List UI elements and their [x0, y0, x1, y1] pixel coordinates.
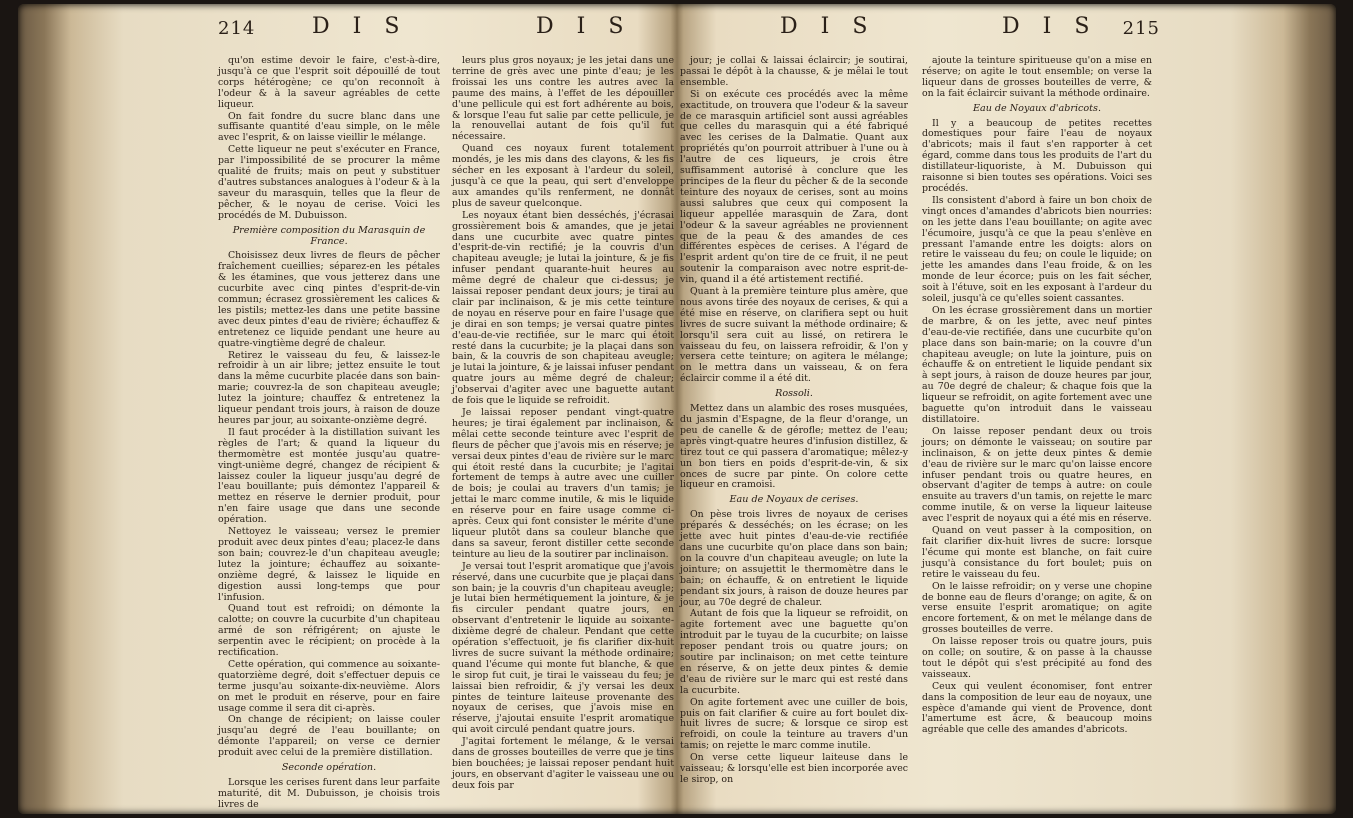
paragraph: On les écrase grossièrement dans un mortier de marbre, & on les jette, avec neuf pintes d'eau-de-vie rectifiée, dans une cucurbite qu'on place dans son bain-marie; on la couvre d'un chapiteau aveugle; on lute la jointure, puis on échauffe & on entretient le liquide pendant six à sept jours, à raison de douze heures par jour, au 70e degré de chaleur; & chaque fois que la liqueur se refroidit, on agite fortement avec une baguette qu'on introduit dans le vaisseau distillatoire. — [922, 304, 1152, 425]
paragraph: On verse cette liqueur laiteuse dans le vaisseau; & lorsqu'elle est bien incorporée avec le sirop, on — [680, 752, 908, 785]
text-column-1 — [680, 56, 908, 787]
paragraph: jour; je collai & laissai éclaircir; je soutirai, passai le dépôt à la chausse, & je mêlai le tout ensemble. — [680, 55, 908, 88]
paragraph: Il faut procéder à la distillation suivant les règles de l'art; & quand la liqueur du thermomètre est montée jusqu'au quatre-vingt-unième degré, changez de récipient & laissez couler la liqueur jusqu'au degré de l'eau bouillante; puis démontez l'appareil & mettez en réserve le dernier produit, pour n'en faire usage que dans une seconde opération. — [218, 426, 440, 526]
text-column-2 — [452, 56, 674, 793]
paragraph: Quand on veut passer à la composition, on fait clarifier dix-huit livres de sucre: lorsque l'écume qui monte est blanche, on fait cuire jusqu'à consistance du fort boulet; puis on retire le vaisseau du feu. — [922, 525, 1152, 580]
open-book — [18, 4, 1336, 814]
section-heading: Eau de Noyaux de cerises. — [729, 494, 859, 506]
running-head: D I S — [780, 14, 876, 39]
left-page — [218, 14, 674, 816]
paragraph: leurs plus gros noyaux; je les jetai dans une terrine de grès avec une pinte d'eau; je les froissai les uns contre les autres avec la paume des mains, à l'effet de les dépouiller d'une pellicule qui est fort adhérente au bois, & lorsque l'eau fut salie par cette pellicule, je la renouvellai autant de fois qu'il fut nécessaire. — [452, 55, 674, 143]
paragraph: On pèse trois livres de noyaux de cerises préparés & desséchés; on les écrase; on les jette avec huit pintes d'eau-de-vie rectifiée dans une cucurbite qu'on place dans son bain; on la couvre d'un chapiteau aveugle; on lute la jointure; on assujettit le thermomètre dans le bain; on échauffe, & on entretient le liquide pendant six jours, à raison de douze heures par jour, au 70e degré de chaleur. — [680, 509, 908, 608]
page-number: 215 — [1122, 18, 1160, 39]
paragraph: Quand ces noyaux furent totalement mondés, je les mis dans des clayons, & les fis sécher en les exposant à l'ardeur du soleil, jusqu'à ce que la peau, qui sert d'enveloppe aux amandes qu'ils renferment, ne donnât plus de saveur quelconque. — [452, 143, 674, 209]
paragraph: On laisse reposer trois ou quatre jours, puis on colle; on soutire, & on passe à la chausse tout le dépôt qui s'est précipité au fond des vaisseaux. — [922, 636, 1152, 680]
paragraph: On agite fortement avec une cuiller de bois, puis on fait clarifier & cuire au fort boulet dix-huit livres de sucre; & lorsque ce sirop est refroidi, on coule la teinture au travers d'un tamis; on rejette le marc comme inutile. — [680, 696, 908, 752]
paragraph: Je versai tout l'esprit aromatique que j'avois réservé, dans une cucurbite que je plaçai dans son bain; je la couvris d'un chapiteau aveugle; je lutai bien hermétiquement la jointure, & je fis circuler pendant quatre jours, en observant d'entretenir le liquide au soixante-dixième degré de chaleur. Pendant que cette opération s'effectuoit, je fis clarifier dix-huit livres de sucre suivant la méthode ordinaire; quand l'écume qui monte fut blanche, & que le sirop fut cuit, je tirai le vaisseau du feu; je laissai bien refroidir, & j'y versai les deux pintes de teinture laiteuse provenante des noyaux de cerises, que j'avois mise en réserve, j'ajoutai ensuite l'esprit aromatique qui avoit circulé pendant quatre jours. — [452, 560, 674, 736]
running-head: D I S — [1002, 14, 1098, 39]
paragraph: Lorsque les cerises furent dans leur parfaite maturité, dit M. Dubuisson, je choisis trois livres de — [218, 777, 440, 810]
running-head: D I S — [312, 14, 408, 39]
paragraph: Nettoyez le vaisseau; versez le premier produit avec deux pintes d'eau; placez-le dans son bain; couvrez-le d'un chapiteau aveugle; lutez la jointure; échauffez au soixante-onzième degré, & laissez le liquide en digestion aussi long-temps que pour l'infusion. — [218, 526, 440, 603]
paragraph: Choisissez deux livres de fleurs de pêcher fraîchement cueillies; séparez-en les pétales & les étamines, que vous jetterez dans une cucurbite avec cinq pintes d'esprit-de-vin commun; écrasez grossièrement les calices & les pistils; mettez-les dans une petite bassine avec deux pintes d'eau de rivière; échauffez & entretenez ce liquide pendant une heure au quatre-vingtième degré de chaleur. — [218, 250, 440, 349]
section-heading: Première composition du Marasquin de France. — [232, 224, 426, 247]
paragraph: Je laissai reposer pendant vingt-quatre heures; je tirai également par inclinaison, & mêlai cette seconde teinture avec l'esprit de fleurs de pêcher que j'avois mis en réserve; je versai deux pintes d'eau de rivière sur le marc qui étoit resté dans la cucurbite; je l'agitai fortement de temps à autre avec une cuiller de bois; je coulai au travers d'un tamis; je jettai le marc comme inutile, & mis le liquide en réserve pour en faire usage comme ci-après. Ceux qui font consister le mérite d'une liqueur plutôt dans sa couleur blanche que dans sa saveur, feront distiller cette seconde teinture au lieu de la soutirer par inclinaison. — [452, 407, 674, 560]
paragraph: Quand tout est refroidi; on démonte la calotte; on couvre la cucurbite d'un chapiteau armé de son réfrigérent; on ajuste le serpentin avec le récipient; on procède à la rectification. — [218, 603, 440, 659]
paragraph: Cette opération, qui commence au soixante-quatorzième degré, doit s'effectuer depuis ce terme jusqu'au soixante-dix-neuvième. Alors on met le produit en réserve, pour en faire usage comme il sera dit ci-après. — [218, 658, 440, 714]
section-heading: Rossoli. — [775, 388, 813, 400]
running-head: D I S — [536, 14, 632, 39]
right-page-header — [680, 14, 1160, 42]
right-page — [680, 14, 1160, 816]
section-heading: Eau de Noyaux d'abricots. — [972, 102, 1102, 114]
text-column-1 — [218, 56, 440, 812]
left-page-header — [218, 14, 673, 42]
paragraph: Ils consistent d'abord à faire un bon choix de vingt onces d'amandes d'abricots bien nourries: on les jette dans l'eau bouillante; on agite avec l'écumoire, jusqu'à ce que la peau s'enlève en pressant l'amande entre les doigts: alors on retire le vaisseau du feu; on coule le liquide; on jette les amandes dans l'eau froide, & on les monde de leur écorce; puis on les fait sécher, soit à l'étuve, soit en les exposant à l'ardeur du soleil, jusqu'à ce qu'elles soient cassantes. — [922, 194, 1152, 305]
section-heading: Seconde opération. — [281, 762, 377, 774]
paragraph: On change de récipient; on laisse couler jusqu'au degré de l'eau bouillante; on démonte l'appareil; on verse ce dernier produit avec celui de la première distillation. — [218, 714, 440, 759]
paragraph: Il y a beaucoup de petites recettes domestiques pour faire l'eau de noyaux d'abricots; mais il faut s'en rapporter à cet égard, comme dans tous les produits de l'art du distillateur-liquoriste, à M. Dubuisson qui raisonne si bien toutes ses opérations. Voici ses procédés. — [922, 117, 1152, 194]
page-number: 214 — [218, 18, 256, 39]
paragraph: Retirez le vaisseau du feu, & laissez-le refroidir à un air libre; jettez ensuite le tout dans la même cucurbite placée dans son bain-marie; couvrez-la de son chapiteau aveugle; lutez la jointure; chauffez & entretenez la liqueur pendant trois jours, à raison de douze heures par jour, au soixante-onzième degré. — [218, 349, 440, 426]
paragraph: Cette liqueur ne peut s'exécuter en France, par l'impossibilité de se procurer la même qualité de fruits; mais on peut y substituer d'autres substances analogues à l'odeur & à la saveur du marasquin, telles que la fleur de pêcher, & le noyau de cerise. Voici les procédés de M. Dubuisson. — [218, 144, 440, 221]
paragraph: On laisse reposer pendant deux ou trois jours; on démonte le vaisseau; on soutire par inclinaison, & on jette deux pintes & demie d'eau de rivière sur le marc qu'on laisse encore infuser pendant trois ou quatre heures, en observant d'agiter de temps à autre: on coule ensuite au travers d'un tamis, on rejette le marc comme inutile, & on verse la liqueur laiteuse avec l'esprit de noyaux qui a été mis en réserve. — [922, 425, 1152, 525]
paragraph: ajoute la teinture spiritueuse qu'on a mise en réserve; on agite le tout ensemble; on verse la liqueur dans de grosses bouteilles de verre, & on la fait éclaircir suivant la méthode ordinaire. — [922, 55, 1152, 99]
paragraph: Les noyaux étant bien desséchés, j'écrasai grossièrement bois & amandes, que je jetai dans une cucurbite avec quatre pintes d'esprit-de-vin rectifié; je la couvris d'un chapiteau aveugle; je lutai la jointure, & je fis infuser pendant quarante-huit heures au même degré de chaleur que ci-dessus; je laissai reposer pendant deux jours; je tirai au clair par inclinaison, & je mis cette teinture de noyau en réserve pour en faire l'usage que je dirai en son temps; je versai quatre pintes d'eau-de-vie rectifiée, sur le marc qui étoit resté dans la cucurbite; je la plaçai dans son bain, & la couvris de son chapiteau aveugle; je lutai la jointure, & je laissai infuser pendant quatre jours au même degré de chaleur; j'observai d'agiter avec une baguette autant de fois que le liquide se refroidit. — [452, 209, 674, 407]
text-column-2 — [922, 56, 1152, 737]
paragraph: On fait fondre du sucre blanc dans une suffisante quantité d'eau simple, on le mêle avec l'esprit, & on laisse vieillir le mélange. — [218, 110, 440, 144]
paragraph: qu'on estime devoir le faire, c'est-à-dire, jusqu'à ce que l'esprit soit dépouillé de tout corps hétérogène; ce qu'on reconnoît à l'odeur & à la saveur agréables de cette liqueur. — [218, 55, 440, 110]
paragraph: Quant à la première teinture plus amère, que nous avons tirée des noyaux de cerises, & qui a été mise en réserve, on clarifiera sept ou huit livres de sucre suivant la méthode ordinaire; & lorsqu'il sera cuit au lissé, on retirera le vaisseau du feu, on laissera refroidir, & l'on y versera cette teinture; on agitera le mélange; on le mettra dans un vaisseau, & on fera éclaircir comme il a été dit. — [680, 286, 908, 385]
paragraph: Si on exécute ces procédés avec la même exactitude, on trouvera que l'odeur & la saveur de ce marasquin artificiel sont aussi agréables que celles du marasquin qui a été fabriqué avec les cerises de la Dalmatie. Quant aux propriétés qu'on pourroit attribuer à l'une ou à l'autre de ces liqueurs, je crois être suffisamment autorisé à conclure que les principes de la fleur du pêcher & de la seconde teinture des noyaux de cerises, sont au moins aussi salubres que ceux qui composent la liqueur appellée marasquin de Zara, dont l'odeur & la saveur agréables ne proviennent que de la peau & des amandes de ces différentes espèces de cerises. A l'égard de l'esprit ardent qu'on tire de ce fruit, il ne peut soutenir la comparaison avec notre esprit-de-vin, quand il a été artistement rectifié. — [680, 88, 908, 286]
paragraph: Autant de fois que la liqueur se refroidit, on agite fortement avec une baguette qu'on introduit par le tuyau de la cucurbite; on laisse reposer pendant trois ou quatre jours; on soutire par inclinaison; on met cette teinture en réserve, & on jette deux pintes & demie d'eau de rivière sur le marc qui est resté dans la cucurbite. — [680, 608, 908, 696]
paragraph: On le laisse refroidir; on y verse une chopine de bonne eau de fleurs d'orange; on agite, & on verse ensuite l'esprit aromatique; on agite encore fortement, & on met le mélange dans de grosses bouteilles de verre. — [922, 580, 1152, 636]
paragraph: J'agitai fortement le mélange, & le versai dans de grosses bouteilles de verre que je tins bien bouchées; je laissai reposer pendant huit jours, en observant d'agiter le vaisseau une ou deux fois par — [452, 736, 674, 791]
paragraph: Ceux qui veulent économiser, font entrer dans la composition de leur eau de noyaux, une espèce d'amande qui vient de Provence, dont l'amertume est âcre, & beaucoup moins agréable que celle des amandes d'abricots. — [922, 680, 1152, 736]
paragraph: Mettez dans un alambic des roses musquées, du jasmin d'Espagne, de la fleur d'orange, un peu de canelle & de gérofle; mettez de l'eau; après vingt-quatre heures d'infusion distillez, & tirez tout ce qui passera d'aromatique; mêlez-y un bon tiers en poids d'esprit-de-vin, & six onces de sucre par pinte. On colore cette liqueur en cramoisi. — [680, 403, 908, 491]
